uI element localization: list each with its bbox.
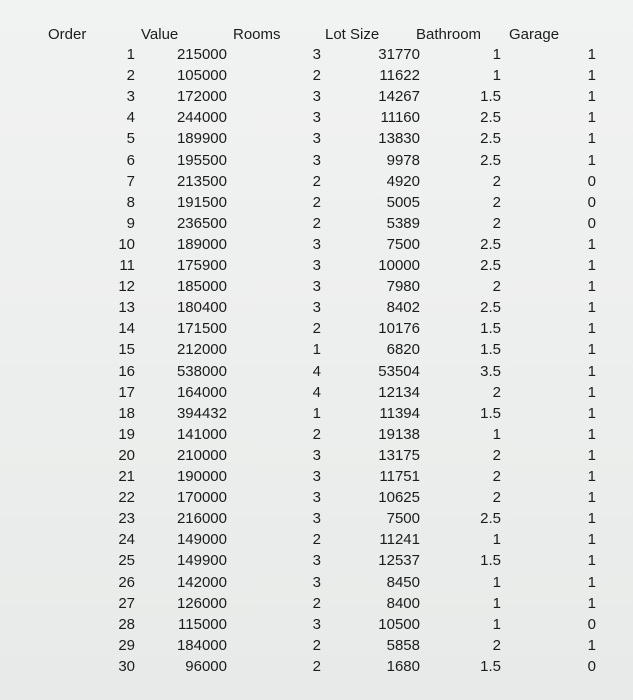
bathroom-cell: 1.5 (480, 404, 501, 422)
table-row (0, 109, 633, 130)
header-garage: Garage (509, 26, 560, 43)
order-cell: 3 (126, 88, 135, 106)
value-cell: 394432 (176, 404, 227, 422)
header-bathroom: Bathroom (416, 26, 482, 43)
lot-size-cell: 53504 (378, 362, 420, 380)
bathroom-cell: 1 (492, 46, 501, 63)
rooms-cell: 1 (312, 341, 321, 359)
bathroom-cell: 2.5 (480, 109, 501, 127)
bathroom-cell: 2 (492, 214, 501, 232)
lot-size-cell: 7500 (386, 510, 420, 528)
garage-cell: 1 (587, 88, 596, 106)
garage-cell: 1 (587, 320, 596, 338)
order-cell: 16 (118, 362, 135, 380)
value-cell: 180400 (176, 299, 227, 317)
bathroom-cell: 1 (492, 615, 501, 633)
order-cell: 29 (118, 636, 135, 654)
rooms-cell: 2 (312, 636, 321, 654)
bathroom-cell: 2 (492, 636, 501, 654)
value-cell: 105000 (176, 67, 227, 85)
table-row (0, 341, 633, 362)
header-order: Order (48, 26, 87, 43)
table-row (0, 468, 633, 489)
table-row (0, 194, 633, 215)
value-cell: 175900 (176, 257, 227, 274)
bathroom-cell: 2 (492, 446, 501, 464)
value-cell: 212000 (176, 341, 227, 359)
bathroom-cell: 2 (492, 172, 501, 190)
order-cell: 11 (119, 257, 135, 274)
garage-cell: 0 (587, 193, 596, 211)
order-cell: 20 (118, 446, 135, 464)
garage-cell: 1 (587, 383, 596, 401)
lot-size-cell: 11160 (380, 109, 420, 127)
order-cell: 12 (118, 278, 135, 296)
lot-size-cell: 8450 (386, 573, 420, 591)
rooms-cell: 3 (312, 151, 321, 169)
rooms-cell: 2 (312, 214, 321, 232)
lot-size-cell: 11751 (379, 468, 420, 485)
lot-size-cell: 10000 (378, 257, 420, 274)
rooms-cell: 2 (312, 172, 321, 190)
garage-cell: 1 (587, 67, 596, 85)
rooms-cell: 3 (312, 468, 321, 485)
table-row (0, 215, 633, 236)
value-cell: 210000 (176, 446, 227, 464)
value-cell: 142000 (176, 573, 227, 591)
rooms-cell: 4 (312, 362, 321, 380)
value-cell: 189000 (176, 235, 227, 253)
value-cell: 141000 (176, 425, 227, 443)
bathroom-cell: 2 (492, 193, 501, 211)
order-cell: 27 (118, 594, 135, 612)
order-cell: 24 (118, 531, 135, 549)
bathroom-cell: 1.5 (480, 341, 501, 359)
rooms-cell: 3 (312, 235, 321, 253)
garage-cell: 0 (587, 657, 596, 675)
lot-size-cell: 7500 (386, 235, 420, 253)
order-cell: 10 (118, 235, 135, 253)
order-cell: 17 (118, 383, 135, 401)
garage-cell: 1 (587, 425, 596, 443)
lot-size-cell: 19138 (378, 425, 420, 443)
table-row (0, 152, 633, 173)
table-row (0, 405, 633, 426)
rooms-cell: 4 (312, 383, 321, 401)
value-cell: 244000 (176, 109, 227, 127)
order-cell: 13 (118, 299, 135, 317)
table-row (0, 384, 633, 405)
garage-cell: 0 (587, 615, 596, 633)
order-cell: 19 (118, 425, 135, 443)
lot-size-cell: 12537 (378, 552, 420, 570)
garage-cell: 1 (587, 404, 596, 422)
garage-cell: 1 (587, 636, 596, 654)
bathroom-cell: 1 (492, 67, 501, 85)
value-cell: 164000 (176, 383, 227, 401)
table-row (0, 531, 633, 552)
table-row (0, 46, 633, 67)
garage-cell: 1 (587, 446, 596, 464)
garage-cell: 1 (587, 257, 596, 274)
lot-size-cell: 9978 (386, 151, 420, 169)
table-row (0, 278, 633, 299)
garage-cell: 1 (587, 594, 596, 612)
table-row (0, 489, 633, 510)
table-row (0, 130, 633, 151)
value-cell: 190000 (176, 468, 227, 485)
value-cell: 126000 (176, 594, 227, 612)
rooms-cell: 3 (312, 615, 321, 633)
lot-size-cell: 11622 (379, 67, 420, 85)
bathroom-cell: 2.5 (480, 299, 501, 317)
order-cell: 23 (118, 510, 135, 528)
table-row (0, 173, 633, 194)
rooms-cell: 3 (312, 446, 321, 464)
bathroom-cell: 1 (492, 425, 501, 443)
lot-size-cell: 14267 (378, 88, 420, 106)
lot-size-cell: 5858 (386, 636, 420, 654)
value-cell: 215000 (176, 46, 227, 63)
table-row (0, 574, 633, 595)
table-row (0, 236, 633, 257)
order-cell: 30 (118, 657, 135, 675)
garage-cell: 0 (587, 172, 596, 190)
garage-cell: 1 (587, 573, 596, 591)
garage-cell: 1 (587, 130, 596, 148)
bathroom-cell: 1 (492, 531, 501, 549)
header-rooms: Rooms (233, 26, 281, 43)
rooms-cell: 1 (312, 404, 321, 422)
bathroom-cell: 1.5 (480, 88, 501, 106)
rooms-cell: 3 (312, 46, 321, 63)
bathroom-cell: 1.5 (480, 320, 501, 338)
lot-size-cell: 7980 (386, 278, 420, 296)
rooms-cell: 3 (312, 88, 321, 106)
lot-size-cell: 13830 (378, 130, 420, 148)
order-cell: 5 (126, 130, 135, 148)
table-row (0, 67, 633, 88)
order-cell: 2 (126, 67, 135, 85)
order-cell: 21 (118, 468, 135, 485)
rooms-cell: 2 (312, 320, 321, 338)
table-row (0, 616, 633, 637)
order-cell: 8 (126, 193, 135, 211)
value-cell: 115000 (178, 615, 227, 633)
rooms-cell: 2 (312, 425, 321, 443)
lot-size-cell: 4920 (386, 172, 420, 190)
bathroom-cell: 2 (492, 489, 501, 507)
garage-cell: 1 (587, 552, 596, 570)
rooms-cell: 3 (312, 278, 321, 296)
garage-cell: 1 (587, 235, 596, 253)
table-row (0, 510, 633, 531)
value-cell: 185000 (176, 278, 227, 296)
table-row (0, 552, 633, 573)
lot-size-cell: 8400 (386, 594, 420, 612)
lot-size-cell: 10176 (378, 320, 420, 338)
bathroom-cell: 2 (492, 468, 501, 485)
lot-size-cell: 31770 (378, 46, 420, 63)
rooms-cell: 3 (312, 109, 321, 127)
lot-size-cell: 12134 (378, 383, 420, 401)
value-cell: 149000 (176, 531, 227, 549)
value-cell: 236500 (176, 214, 227, 232)
order-cell: 26 (118, 573, 135, 591)
garage-cell: 1 (587, 510, 596, 528)
header-lot-size: Lot Size (325, 26, 380, 43)
bathroom-cell: 2 (492, 383, 501, 401)
lot-size-cell: 1680 (386, 657, 420, 675)
bathroom-cell: 2 (492, 278, 501, 296)
rooms-cell: 2 (312, 594, 321, 612)
order-cell: 14 (118, 320, 135, 338)
header-value: Value (141, 26, 179, 43)
garage-cell: 1 (587, 531, 596, 549)
rooms-cell: 3 (312, 489, 321, 507)
value-cell: 191500 (176, 193, 227, 211)
order-cell: 25 (118, 552, 135, 570)
bathroom-cell: 2.5 (480, 151, 501, 169)
order-cell: 9 (126, 214, 135, 232)
lot-size-cell: 11241 (379, 531, 420, 549)
bathroom-cell: 2.5 (480, 257, 501, 274)
value-cell: 195500 (176, 151, 227, 169)
lot-size-cell: 5005 (386, 193, 420, 211)
rooms-cell: 2 (312, 531, 321, 549)
value-cell: 170000 (176, 489, 227, 507)
order-cell: 28 (118, 615, 135, 633)
rooms-cell: 3 (312, 510, 321, 528)
lot-size-cell: 10500 (378, 615, 420, 633)
rooms-cell: 2 (312, 193, 321, 211)
table-row (0, 658, 633, 679)
value-cell: 172000 (176, 88, 227, 106)
table-row (0, 426, 633, 447)
order-cell: 6 (126, 151, 135, 169)
bathroom-cell: 2.5 (480, 130, 501, 148)
lot-size-cell: 5389 (386, 214, 420, 232)
value-cell: 213500 (176, 172, 227, 190)
order-cell: 18 (118, 404, 135, 422)
garage-cell: 1 (587, 341, 596, 359)
garage-cell: 1 (587, 489, 596, 507)
bathroom-cell: 1 (492, 573, 501, 591)
lot-size-cell: 13175 (378, 446, 420, 464)
table-row (0, 299, 633, 320)
table-row (0, 320, 633, 341)
bathroom-cell: 1.5 (480, 552, 501, 570)
order-cell: 15 (118, 341, 135, 359)
value-cell: 149900 (176, 552, 227, 570)
value-cell: 216000 (176, 510, 227, 528)
garage-cell: 1 (587, 46, 596, 63)
table-row (0, 637, 633, 658)
bathroom-cell: 2.5 (480, 510, 501, 528)
lot-size-cell: 11394 (379, 404, 420, 422)
rooms-cell: 3 (312, 573, 321, 591)
value-cell: 189900 (176, 130, 227, 148)
order-cell: 1 (126, 46, 135, 63)
value-cell: 171500 (176, 320, 227, 338)
rooms-cell: 3 (312, 299, 321, 317)
table-row (0, 257, 633, 278)
garage-cell: 1 (587, 468, 596, 485)
garage-cell: 1 (587, 278, 596, 296)
table-row (0, 363, 633, 384)
rooms-cell: 2 (312, 657, 321, 675)
table-row (0, 88, 633, 109)
lot-size-cell: 8402 (386, 299, 420, 317)
order-cell: 7 (126, 172, 135, 190)
order-cell: 4 (126, 109, 135, 127)
lot-size-cell: 6820 (386, 341, 420, 359)
rooms-cell: 3 (312, 552, 321, 570)
garage-cell: 1 (587, 362, 596, 380)
bathroom-cell: 2.5 (480, 235, 501, 253)
table-row (0, 447, 633, 468)
bathroom-cell: 1 (492, 594, 501, 612)
value-cell: 184000 (176, 636, 227, 654)
table-row (0, 595, 633, 616)
rooms-cell: 3 (312, 257, 321, 274)
garage-cell: 1 (587, 109, 596, 127)
bathroom-cell: 3.5 (480, 362, 501, 380)
value-cell: 538000 (176, 362, 227, 380)
bathroom-cell: 1.5 (480, 657, 501, 675)
rooms-cell: 3 (312, 130, 321, 148)
lot-size-cell: 10625 (378, 489, 420, 507)
order-cell: 22 (118, 489, 135, 507)
garage-cell: 1 (587, 151, 596, 169)
garage-cell: 0 (587, 214, 596, 232)
rooms-cell: 2 (312, 67, 321, 85)
value-cell: 96000 (185, 657, 227, 675)
garage-cell: 1 (587, 299, 596, 317)
